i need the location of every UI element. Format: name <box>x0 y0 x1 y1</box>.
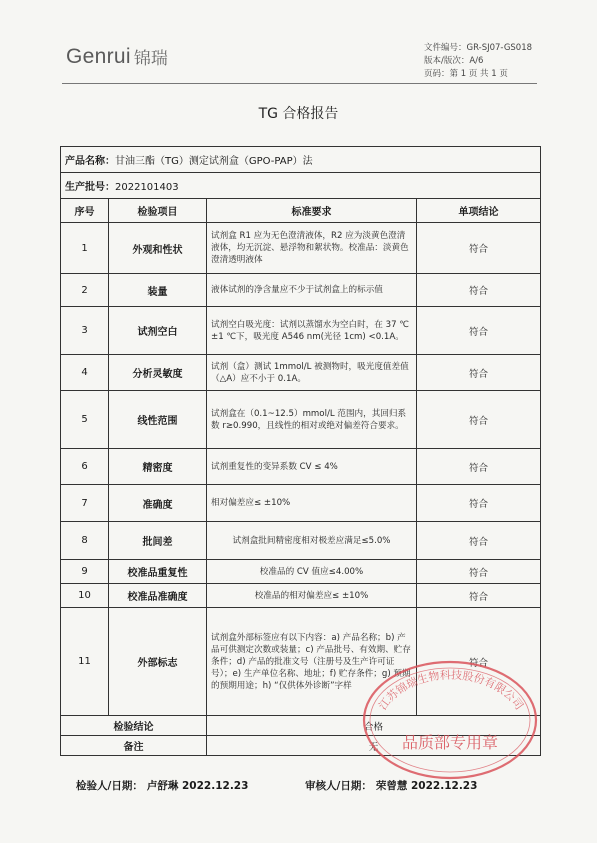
batch-label: 生产批号： <box>65 182 115 193</box>
row-item: 装量 <box>109 274 207 307</box>
remark-row <box>61 736 541 756</box>
row-number: 1 <box>61 223 109 274</box>
table-row <box>61 391 541 449</box>
reviewer-signature <box>305 778 477 793</box>
logo-text-cn: 锦瑞 <box>133 49 168 69</box>
row-result: 符合 <box>417 485 541 522</box>
table-row <box>61 522 541 560</box>
row-result: 符合 <box>417 274 541 307</box>
row-result: 符合 <box>417 223 541 274</box>
product-label: 产品名称： <box>65 156 115 167</box>
table-row <box>61 608 541 716</box>
row-result: 符合 <box>417 522 541 560</box>
row-result: 符合 <box>417 584 541 608</box>
row-number: 10 <box>61 584 109 608</box>
document-version: 版本/版次：A/6 <box>424 56 484 66</box>
batch-row <box>61 173 541 199</box>
row-requirement: 试剂重复性的变异系数 CV ≤ 4% <box>207 449 417 485</box>
column-header-no: 序号 <box>61 199 109 223</box>
row-number: 6 <box>61 449 109 485</box>
logo-text-latin: Genrui <box>66 44 131 68</box>
row-result: 符合 <box>417 391 541 449</box>
row-item: 校准品准确度 <box>109 584 207 608</box>
column-header-requirement: 标准要求 <box>207 199 417 223</box>
column-header-item: 检验项目 <box>109 199 207 223</box>
row-number: 8 <box>61 522 109 560</box>
row-result: 符合 <box>417 449 541 485</box>
row-result: 符合 <box>417 608 541 716</box>
row-item: 校准品重复性 <box>109 560 207 584</box>
column-header-result: 单项结论 <box>417 199 541 223</box>
row-item: 准确度 <box>109 485 207 522</box>
row-requirement: 试剂盒外部标签应有以下内容：a) 产品名称；b) 产品可供测定次数或装量；c) 产品批号、有效期、贮存条件；d) 产品的批准文号（注册号及生产许可证号）；e) 生产单位名称、地址；f) 贮存条件；g) 预期的预期用途；h) “仅供体外诊断”字样 <box>207 608 417 716</box>
row-item: 分析灵敏度 <box>109 355 207 391</box>
document-number: 文件编号：GR-SJ07-GS018 <box>424 43 533 53</box>
table-row <box>61 223 541 274</box>
row-item: 线性范围 <box>109 391 207 449</box>
row-requirement: 相对偏差应≤ ±10% <box>207 485 417 522</box>
page-number: 页码：第 1 页 共 1 页 <box>424 69 508 79</box>
table-row <box>61 274 541 307</box>
remark-value: 无 <box>207 736 541 756</box>
product-name: 甘油三酯（TG）测定试剂盒（GPO-PAP）法 <box>115 156 313 167</box>
stamp-ring-text: 江苏锦瑞生物科技股份有限公司 <box>376 668 526 713</box>
table-row <box>61 307 541 355</box>
table-row <box>61 355 541 391</box>
row-number: 4 <box>61 355 109 391</box>
row-item: 试剂空白 <box>109 307 207 355</box>
row-item: 精密度 <box>109 449 207 485</box>
inspection-table <box>60 146 541 756</box>
conclusion-value: 合格 <box>207 716 541 736</box>
row-item: 外部标志 <box>109 608 207 716</box>
table-row <box>61 485 541 522</box>
table-row <box>61 560 541 584</box>
conclusion-label: 检验结论 <box>61 716 207 736</box>
inspector-label: 检验人/日期： <box>76 780 143 792</box>
row-item: 外观和性状 <box>109 223 207 274</box>
row-requirement: 试剂盒批间精密度相对极差应满足≤5.0% <box>207 522 417 560</box>
row-item: 批间差 <box>109 522 207 560</box>
reviewer-label: 审核人/日期： <box>305 780 372 792</box>
row-result: 符合 <box>417 355 541 391</box>
reviewer-value: 荣曾慧 2022.12.23 <box>375 780 478 792</box>
row-number: 3 <box>61 307 109 355</box>
stamp-center-text: 品质部专用章 <box>401 733 499 752</box>
row-requirement: 试剂空白吸光度：试剂以蒸馏水为空白时，在 37 ℃±1 ℃下，吸光度 A546 nm(光径 1cm) <0.1A。 <box>207 307 417 355</box>
inspector-value: 卢舒琳 2022.12.23 <box>146 780 249 792</box>
row-result: 符合 <box>417 307 541 355</box>
row-requirement: 液体试剂的净含量应不少于试剂盒上的标示值 <box>207 274 417 307</box>
row-number: 7 <box>61 485 109 522</box>
inspector-signature <box>76 778 248 793</box>
row-number: 11 <box>61 608 109 716</box>
row-requirement: 试剂盒 R1 应为无色澄清液体，R2 应为淡黄色澄清液体，均无沉淀、悬浮物和絮状物。校准品：淡黄色澄清透明液体 <box>207 223 417 274</box>
header-divider <box>62 83 537 84</box>
row-number: 9 <box>61 560 109 584</box>
batch-number: 2022101403 <box>115 182 179 193</box>
row-requirement: 校准品的相对偏差应≤ ±10% <box>207 584 417 608</box>
remark-label: 备注 <box>61 736 207 756</box>
row-number: 2 <box>61 274 109 307</box>
conclusion-row <box>61 716 541 736</box>
table-row <box>61 584 541 608</box>
row-requirement: 试剂（盒）测试 1mmol/L 被测物时，吸光度值差值（△A）应不小于 0.1A。 <box>207 355 417 391</box>
row-requirement: 试剂盒在（0.1~12.5）mmol/L 范围内，其回归系数 r≥0.990，且线性的相对或绝对偏差符合要求。 <box>207 391 417 449</box>
row-requirement: 校准品的 CV 值应≤4.00% <box>207 560 417 584</box>
document-info <box>424 42 532 81</box>
product-row <box>61 147 541 173</box>
company-logo <box>66 44 168 69</box>
report-title: TG 合格报告 <box>258 106 339 122</box>
row-result: 符合 <box>417 560 541 584</box>
table-row <box>61 449 541 485</box>
table-header <box>61 199 541 223</box>
row-number: 5 <box>61 391 109 449</box>
